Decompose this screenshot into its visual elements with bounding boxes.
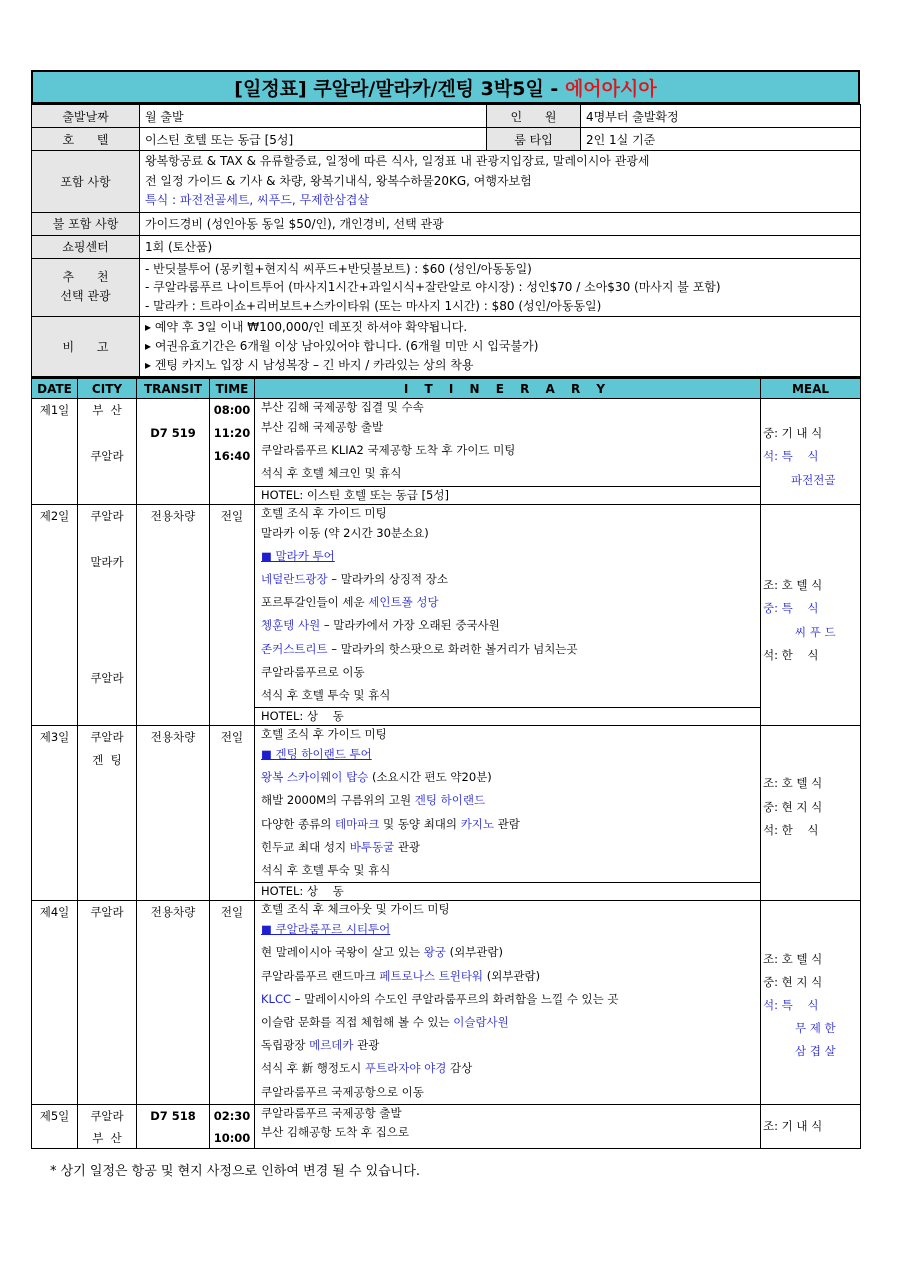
- day3-item-3: 해발 2000M의 구름위의 고원 겐팅 하이랜드: [261, 793, 486, 808]
- day-row-4: [32, 901, 861, 1105]
- persons-label: 인 원: [487, 105, 581, 128]
- shopping-label: 쇼핑센터: [32, 235, 140, 258]
- day1-flight: D7 519: [150, 426, 196, 441]
- room-label: 룸 타입: [487, 128, 581, 151]
- info-row-hotel: [32, 128, 861, 151]
- day2-transit: 전용차량: [137, 504, 210, 726]
- room-value: 2인 1실 기준: [581, 128, 861, 151]
- included-line-2: 전 일정 가이드 & 기사 & 차량, 왕복기내식, 왕복수하물20KG, 여행자보험: [145, 173, 532, 188]
- optional-value: [140, 258, 861, 317]
- day5-meal: [761, 1104, 861, 1148]
- day3-city: [78, 726, 137, 901]
- day4-item-6: 독립광장 메르데카 관광: [261, 1038, 380, 1053]
- day3-tour-title: ■ 겐팅 하이랜드 투어: [261, 747, 372, 762]
- day1-meal-1: 중: 기 내 식: [763, 426, 823, 441]
- day4-tour-title: ■ 쿠알라룸푸르 시티투어: [261, 922, 391, 937]
- itinerary-table: [31, 377, 861, 1149]
- day4-transit: 전용차량: [137, 901, 210, 1105]
- day-row-2: [32, 504, 861, 726]
- day1-time-1: 08:00: [213, 403, 251, 417]
- schedule-document: [31, 70, 860, 1149]
- optional-label-line-2: 선택 관광: [60, 289, 111, 304]
- day4-item-2: 현 말레이시아 국왕이 살고 있는 왕궁 (외부관람): [261, 945, 503, 960]
- day4-item-5: 이슬람 문화를 직접 체험해 볼 수 있는 이슬람사원: [261, 1014, 509, 1029]
- day2-item-3: 네덜란드광장 – 말라카의 상징적 장소: [261, 571, 449, 586]
- day4-city: 쿠알라: [78, 901, 137, 1105]
- day3-time: 전일: [210, 726, 255, 901]
- day5-city: [78, 1104, 137, 1148]
- day4-meal-5: 삼 겹 살: [795, 1044, 836, 1059]
- day4-item-3: 쿠알라룸푸르 랜드마크 페트로나스 트윈타워 (외부관람): [261, 968, 541, 983]
- day1-itinerary: [255, 399, 761, 505]
- day3-itinerary: [255, 726, 761, 901]
- day-row-1: [32, 399, 861, 505]
- day3-item-5: 힌두교 최대 성지 바투동굴 관광: [261, 839, 421, 854]
- day3-city-1: 쿠알라: [90, 730, 124, 745]
- day1-item-1: 부산 김해 국제공항 집결 및 수속: [261, 400, 424, 414]
- included-label: 포함 사항: [32, 151, 140, 213]
- day2-meal-3: 씨 푸 드: [795, 624, 836, 639]
- day3-meal-2: 중: 현 지 식: [763, 799, 823, 814]
- day1-city-2: 쿠알라: [90, 449, 124, 464]
- day4-date: 제4일: [32, 901, 78, 1105]
- day4-meal-3: 석: 특 식: [763, 997, 819, 1012]
- excluded-value: 가이드경비 (성인아동 동일 $50/인), 개인경비, 선택 관광: [140, 212, 861, 235]
- day3-date: 제3일: [32, 726, 78, 901]
- day4-item-8: 쿠알라룸푸르 국제공항으로 이동: [261, 1084, 424, 1099]
- day5-time: [210, 1104, 255, 1148]
- title-text: [일정표] 쿠알라/말라카/겐팅 3박5일 -: [234, 77, 559, 100]
- day2-time: 전일: [210, 504, 255, 726]
- day-row-5: [32, 1104, 861, 1148]
- optional-line-2: - 쿠알라룸푸르 나이트투어 (마사지1시간+과일시식+잘란알로 야시장) : 성인$70 / 소아$30 (마사지 불 포함): [145, 280, 721, 294]
- day2-city-2: 말라카: [90, 554, 124, 569]
- day3-item-6: 석식 후 호텔 투숙 및 휴식: [261, 863, 391, 877]
- day5-time-1: 02:30: [213, 1108, 251, 1123]
- header-city: CITY: [78, 378, 137, 399]
- day1-time: [210, 399, 255, 505]
- day2-meal-4: 석: 한 식: [763, 647, 819, 662]
- day4-meal-4: 무 제 한: [795, 1021, 836, 1036]
- day5-item-2: 부산 김해공항 도착 후 집으로: [261, 1124, 409, 1139]
- header-date: DATE: [32, 378, 78, 399]
- remarks-line-1: ▸ 예약 후 3일 이내 ₩100,000/인 데포짓 하셔야 확약됩니다.: [145, 320, 468, 334]
- info-row-remarks: [32, 317, 861, 377]
- departure-label: 출발날짜: [32, 105, 140, 128]
- day1-date: 제1일: [32, 399, 78, 505]
- day3-meal: [761, 726, 861, 901]
- day1-time-2: 11:20: [213, 426, 251, 441]
- header-meal: MEAL: [761, 378, 861, 399]
- header-time: TIME: [210, 378, 255, 399]
- included-line-special: 특식 : 파전전골세트, 씨푸드, 무제한삼겹살: [145, 193, 369, 207]
- day2-city-1: 쿠알라: [90, 508, 124, 523]
- optional-line-1: - 반딧불투어 (몽키힐+현지식 씨푸드+반딧불보트) : $60 (성인/아동동일): [145, 261, 532, 276]
- day3-meal-1: 조: 호 텔 식: [763, 776, 823, 791]
- airline-name: 에어아시아: [564, 77, 657, 100]
- day3-item-2: 왕복 스카이웨이 탑승 (소요시간 편도 약20분): [261, 770, 492, 785]
- day5-city-2: 부 산: [92, 1130, 122, 1145]
- day1-city: [78, 399, 137, 505]
- hotel-value: 이스틴 호텔 또는 동급 [5성]: [140, 128, 487, 151]
- day2-item-6: 존커스트리트 – 말라카의 핫스팟으로 화려한 볼거리가 넘치는곳: [261, 641, 578, 656]
- day5-date: 제5일: [32, 1104, 78, 1148]
- shopping-value: 1회 (토산품): [140, 235, 861, 258]
- departure-value: 월 출발: [140, 105, 487, 128]
- info-row-optional: [32, 258, 861, 317]
- day1-meal-3: 파전전골: [791, 472, 836, 487]
- optional-label: [32, 258, 140, 317]
- day2-item-5: 쳉훈텡 사원 – 말라카에서 가장 오래된 중국사원: [261, 618, 500, 633]
- day5-meal-1: 조: 기 내 식: [763, 1118, 823, 1133]
- info-row-departure: [32, 105, 861, 128]
- day2-date: 제2일: [32, 504, 78, 726]
- included-line-1: 왕복항공료 & TAX & 유류할증료, 일정에 따른 식사, 일정표 내 관광지입장료, 말레이시아 관광세: [145, 154, 650, 168]
- day4-time: 전일: [210, 901, 255, 1105]
- remarks-line-2: ▸ 여권유효기간은 6개월 이상 남아있어야 합니다. (6개월 미만 시 입국불가): [145, 339, 539, 353]
- day4-meal-1: 조: 호 텔 식: [763, 951, 823, 966]
- day2-item-7: 쿠알라룸푸르로 이동: [261, 664, 365, 679]
- remarks-line-3: ▸ 겐팅 카지노 입장 시 남성복장 – 긴 바지 / 카라있는 상의 착용: [145, 358, 474, 372]
- day1-meal: [761, 399, 861, 505]
- persons-value: 4명부터 출발확정: [581, 105, 861, 128]
- day1-item-4: 석식 후 호텔 체크인 및 휴식: [261, 466, 402, 481]
- info-row-shopping: [32, 235, 861, 258]
- day2-hotel: HOTEL: 상 동: [255, 707, 760, 725]
- day2-meal-2: 중: 특 식: [763, 601, 819, 616]
- header-transit: TRANSIT: [137, 378, 210, 399]
- day1-city-1: 부 산: [92, 403, 122, 417]
- remarks-label: 비 고: [32, 317, 140, 377]
- day5-item-1: 쿠알라룸푸르 국제공항 출발: [261, 1105, 402, 1120]
- day2-itinerary: [255, 504, 761, 726]
- day5-transit: D7 518: [137, 1104, 210, 1148]
- day4-itinerary: [255, 901, 761, 1105]
- day2-item-4: 포르투갈인들이 세운 세인트폴 성당: [261, 595, 439, 610]
- day2-meal-1: 조: 호 텔 식: [763, 578, 823, 593]
- optional-line-3: - 말라카 : 트라이쇼+리버보트+스카이타워 (또는 마사지 1시간) : $80 (성인/아동동일): [145, 298, 602, 313]
- day1-item-2: 부산 김해 국제공항 출발: [261, 420, 384, 434]
- info-table: [31, 104, 861, 377]
- day1-transit: [137, 399, 210, 505]
- info-row-excluded: [32, 212, 861, 235]
- hotel-label: 호 텔: [32, 128, 140, 151]
- included-value: [140, 151, 861, 213]
- day2-item-1: 호텔 조식 후 가이드 미팅: [261, 505, 387, 520]
- day4-meal-2: 중: 현 지 식: [763, 974, 823, 989]
- day2-city-3: 쿠알라: [90, 670, 124, 685]
- info-row-included: [32, 151, 861, 213]
- day3-city-2: 겐 팅: [92, 753, 122, 768]
- day3-item-1: 호텔 조식 후 가이드 미팅: [261, 727, 387, 742]
- page-title: [31, 70, 860, 104]
- day2-item-8: 석식 후 호텔 투숙 및 휴식: [261, 687, 391, 702]
- remarks-value: [140, 317, 861, 377]
- day1-time-3: 16:40: [213, 449, 251, 464]
- day5-city-1: 쿠알라: [90, 1108, 124, 1123]
- day2-item-2: 말라카 이동 (약 2시간 30분소요): [261, 525, 429, 540]
- day2-tour-title: ■ 말라카 투어: [261, 548, 335, 563]
- optional-label-line-1: 추 천: [62, 269, 109, 284]
- day4-item-7: 석식 후 新 행정도시 푸트라자야 야경 감상: [261, 1061, 473, 1076]
- itinerary-header-row: [32, 378, 861, 399]
- day3-transit: 전용차량: [137, 726, 210, 901]
- excluded-label: 불 포함 사항: [32, 212, 140, 235]
- header-itinerary: I T I N E R A R Y: [255, 378, 761, 399]
- day-row-3: [32, 726, 861, 901]
- day1-meal-2: 석: 특 식: [763, 449, 819, 464]
- day2-city: [78, 504, 137, 726]
- day3-item-4: 다양한 종류의 테마파크 및 동양 최대의 카지노 관람: [261, 816, 520, 831]
- day5-itinerary: [255, 1104, 761, 1148]
- day1-item-3: 쿠알라룸푸르 KLIA2 국제공항 도착 후 가이드 미팅: [261, 443, 516, 458]
- day2-meal: [761, 504, 861, 726]
- day4-item-1: 호텔 조식 후 체크아웃 및 가이드 미팅: [261, 902, 450, 917]
- day4-item-4: KLCC – 말레이시아의 수도인 쿠알라룸푸르의 화려함을 느낄 수 있는 곳: [261, 991, 619, 1006]
- day5-time-2: 10:00: [213, 1130, 251, 1145]
- day3-hotel: HOTEL: 상 동: [255, 882, 760, 900]
- footnote: * 상기 일정은 항공 및 현지 사정으로 인하여 변경 될 수 있습니다.: [50, 1164, 421, 1179]
- day3-meal-3: 석: 한 식: [763, 822, 819, 837]
- day4-meal: [761, 901, 861, 1105]
- day1-hotel: HOTEL: 이스틴 호텔 또는 동급 [5성]: [255, 486, 760, 504]
